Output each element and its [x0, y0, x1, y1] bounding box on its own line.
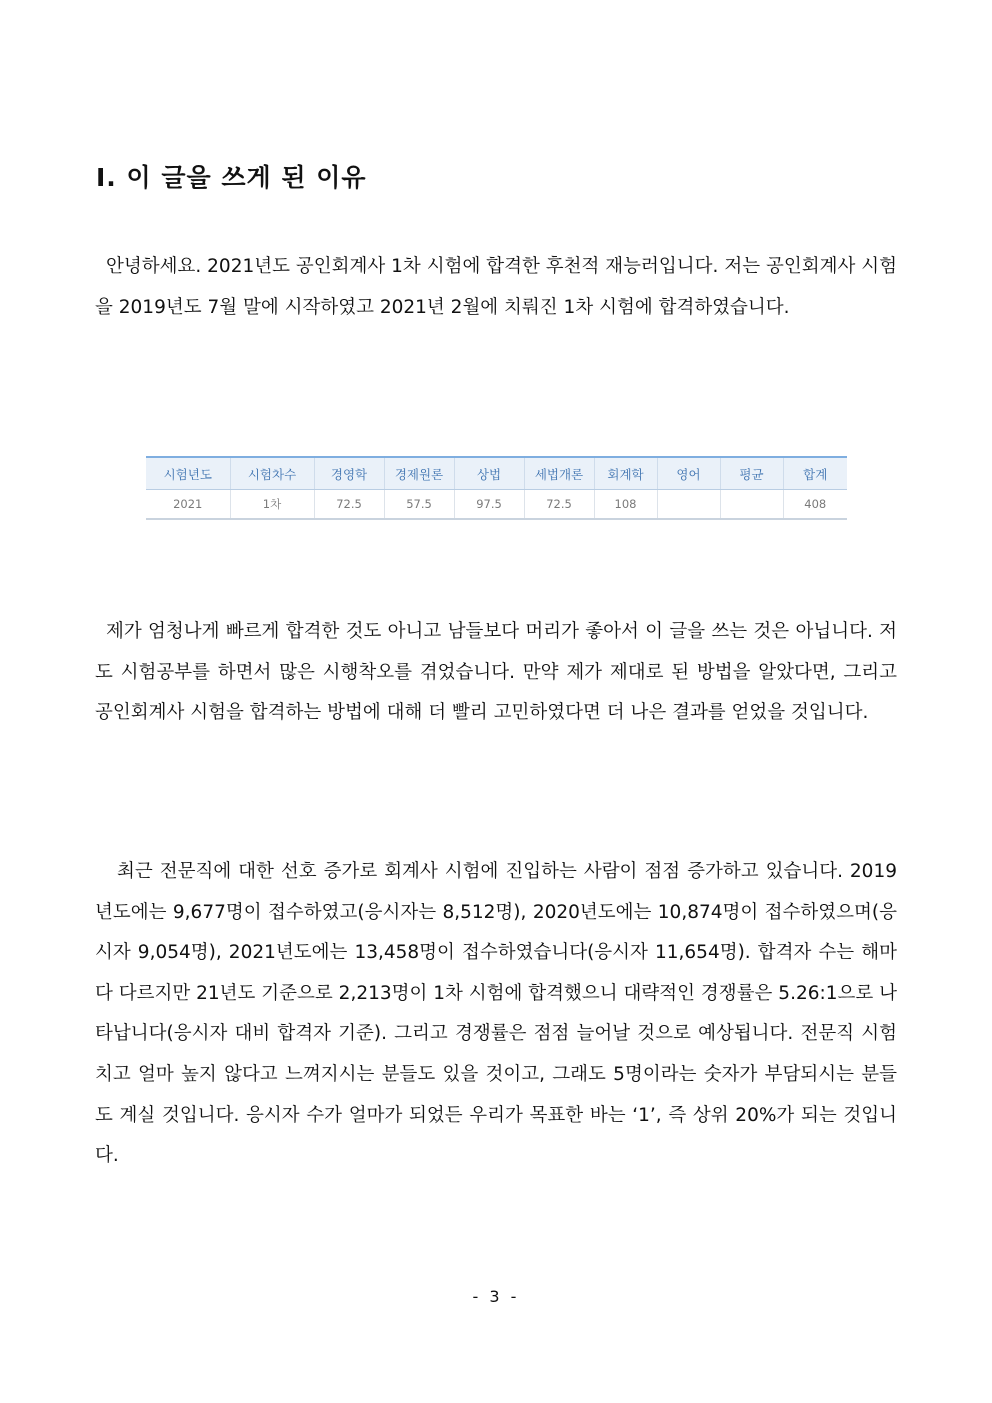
header-average: 평균: [720, 457, 783, 490]
header-economics: 경제원론: [384, 457, 454, 490]
intro-paragraph: 안녕하세요. 2021년도 공인회계사 1차 시험에 합격한 후천적 재능러입니다. 저는 공인회계사 시험을 2019년도 7월 말에 시작하였고 2021년 2월에 치뤄진 1차 시험에 합격하였습니다.: [95, 256, 897, 318]
score-table-header-row: [146, 457, 847, 490]
header-exam-year: 시험년도: [146, 457, 230, 490]
header-accounting: 회계학: [594, 457, 657, 490]
cell-commercial-law: 97.5: [454, 490, 524, 520]
header-business: 경영학: [314, 457, 384, 490]
header-commercial-law: 상법: [454, 457, 524, 490]
cell-average: [720, 490, 783, 520]
page-number: - 3 -: [472, 1287, 520, 1306]
reflection-paragraph: 제가 엄청나게 빠르게 합격한 것도 아니고 남들보다 머리가 좋아서 이 글을 쓰는 것은 아닙니다. 저도 시험공부를 하면서 많은 시행착오를 겪었습니다. 만약 제가 제대로 된 방법을 알았다면, 그리고 공인회계사 시험을 합격하는 방법에 대해 더 빨리 고민하였다면 더 나은 결과를 얻었을 것입니다.: [95, 621, 897, 724]
cell-exam-year: 2021: [146, 490, 230, 520]
header-exam-round: 시험차수: [230, 457, 314, 490]
table-row: [146, 490, 847, 520]
cell-business: 72.5: [314, 490, 384, 520]
cell-accounting: 108: [594, 490, 657, 520]
score-table: [146, 456, 847, 520]
cell-economics: 57.5: [384, 490, 454, 520]
header-english: 영어: [657, 457, 720, 490]
competition-paragraph: 최근 전문직에 대한 선호 증가로 회계사 시험에 진입하는 사람이 점점 증가하고 있습니다. 2019년도에는 9,677명이 접수하였고(응시자는 8,512명), 2020년도에는 10,874명이 접수하였으며(응시자 9,054명), 2021년도에는 13,458명이 접수하였습니다(응시자 11,654명). 합격자 수는 해마다 다르지만 21년도 기준으로 2,213명이 1차 시험에 합격했으니 대략적인 경쟁률은 5.26:1으로 나타납니다(응시자 대비 합격자 기준). 그리고 경쟁률은 점점 늘어날 것으로 예상됩니다. 전문직 시험 치고 얼마 높지 않다고 느껴지시는 분들도 있을 것이고, 그래도 5명이라는 숫자가 부담되시는 분들도 계실 것입니다. 응시자 수가 얼마가 되었든 우리가 목표한 바는 ‘1’, 즉 상위 20%가 되는 것입니다.: [95, 861, 898, 1167]
cell-english: [657, 490, 720, 520]
section-heading: Ⅰ. 이 글을 쓰게 된 이유: [96, 163, 367, 192]
cell-total: 408: [783, 490, 847, 520]
header-total: 합계: [783, 457, 847, 490]
cell-exam-round: 1차: [230, 490, 314, 520]
header-tax-law: 세법개론: [524, 457, 594, 490]
cell-tax-law: 72.5: [524, 490, 594, 520]
